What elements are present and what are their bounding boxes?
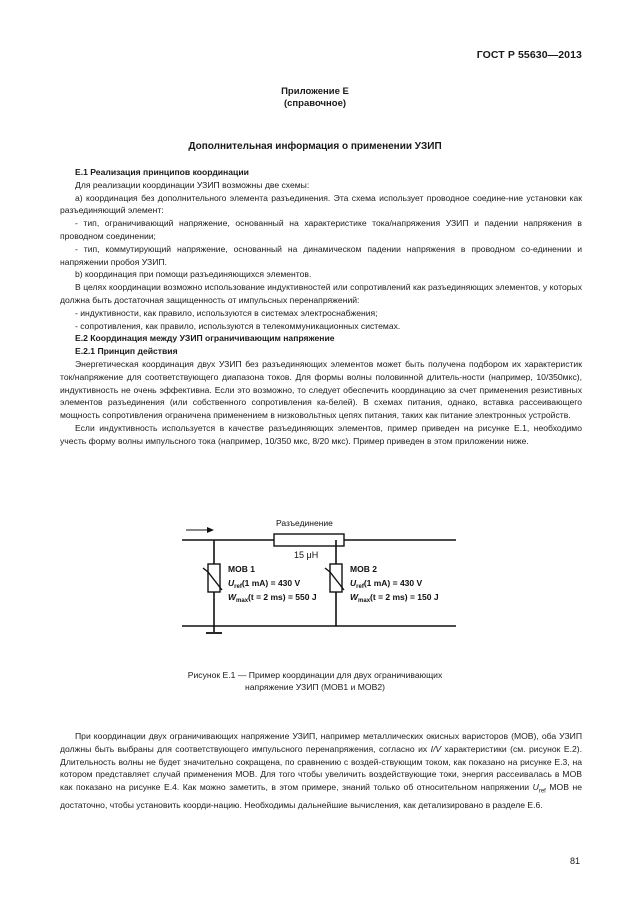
mov1-wmax: $W_{max}(t = 2$ ms) = 550 J bbox=[228, 592, 317, 604]
decoupling-label: Разъединение bbox=[276, 518, 333, 528]
mov2-uref: $U_{ref}(1$ mA) = 430 V bbox=[350, 578, 423, 590]
section-e21-paragraph-2: Если индуктивность используется в качестве разъединяющих элементов, пример приведен на рисунке Е.1, необходимо учесть форму волны импульсного тока (например, 10/350 мкс, 8/20 мкс). Пример приведен в этом приложении ниже. bbox=[60, 422, 582, 446]
bottom-text bbox=[60, 730, 582, 812]
coordination-paragraph: При координации двух ограничивающих напряжение УЗИП, например металлических окисных варисторов (МОВ), оба УЗИП должны быть выбраны для соответствующего импульсного перенапряжения, согласно их I/V характеристики (см. рисунок Е.2). Длительность волны не будет значительно сокращена, по сравнению с воздей-ствующим током, как показано на рисунке Е.3, на котором представляет случай применения МОВ. Для того чтобы увеличить воздействующие токи, энергия рассеивалась в МОВ как показано на рисунке Е.4. Как можно заметить, в этом примере, знаний только об относительном напряжении $U_{ref}$ МОВ не достаточно, чтобы установить коорди-нацию. Необходимы дальнейшие вычисления, как детализировано в разделе Е.6. bbox=[60, 731, 582, 810]
section-e2-heading: Е.2 Координация между УЗИП ограничивающим напряжение bbox=[75, 333, 335, 344]
section-e1-b1: - индуктивности, как правило, используются в системах электроснабжения; bbox=[75, 307, 378, 318]
mov1-body bbox=[208, 564, 220, 592]
document-title: Дополнительная информация о применении УЗИП bbox=[188, 141, 442, 152]
appendix-subtitle: (справочное) bbox=[283, 98, 347, 109]
standard-number: ГОСТ Р 55630—2013 bbox=[476, 49, 582, 61]
page-number: 81 bbox=[569, 856, 580, 866]
section-e1-b: b) координация при помощи разъединяющихся элементов. bbox=[75, 269, 312, 280]
figure-caption bbox=[0, 669, 630, 694]
circuit-diagram bbox=[170, 508, 470, 648]
section-e1-heading: Е.1 Реализация принципов координации bbox=[75, 167, 249, 177]
figure-caption-line-1: Рисунок Е.1 — Пример координации для двух ограничивающих bbox=[187, 670, 443, 680]
section-e1-intro: Для реализации координации УЗИП возможны две схемы: bbox=[75, 179, 310, 190]
mov1-uref: $U_{ref}(1$ mA) = 430 V bbox=[228, 578, 301, 590]
mov2-wmax: $W_{max}(t = 2$ ms) = 150 J bbox=[350, 592, 439, 604]
section-e21-paragraph-1: Энергетическая координация двух УЗИП без разъединяющих элементов может быть получена подбором их характеристик ток/напряжение для соответствующего диапазона токов. Для формы волны половинной длитель-ности (например, 10/350мкс), индуктивность не очень эффективна. Если это возможно, то следует обеспечить координацию за счет применения резистивных элементов разъединения (или собственного сопротивления ка-белей). В схемах питания, однако, вставка рассеивающего мощность сопротивления ограничена применением в низковольтных цепях питания, таких как питание электронных устройств. bbox=[60, 358, 582, 421]
appendix-title: Приложение Е bbox=[281, 86, 349, 97]
mov1-name: MOB 1 bbox=[228, 564, 255, 574]
section-e21-heading: Е.2.1 Принцип действия bbox=[75, 346, 178, 357]
section-e1-a1: - тип, ограничивающий напряжение, основанный на характеристике тока/напряжения УЗИП и падении напряжения в проводном соединении; bbox=[60, 218, 582, 241]
inductor-element bbox=[274, 534, 344, 546]
mov2-name: MOB 2 bbox=[350, 564, 377, 574]
section-e1-a2: - тип, коммутирующий напряжение, основанный на динамическом падении напряжения в проводном со-единении и напряжении пробоя УЗИП. bbox=[60, 243, 582, 267]
section-e1-b-text: В целях координации возможно использование индуктивностей или сопротивлений как разъединяющих элементов, у которых должна быть достаточная защищенность от импульсных перенапряжений: bbox=[60, 282, 582, 305]
mov2-body bbox=[330, 564, 342, 592]
figure-caption-line-2: напряжение УЗИП (МОВ1 и МОВ2) bbox=[245, 682, 385, 693]
section-e1-a: а) координация без дополнительного элемента разъединения. Эта схема использует проводное соедине-ние установки как разъединяющий элемент: bbox=[60, 192, 582, 216]
inductance-label: 15 μH bbox=[294, 550, 319, 560]
section-e1-b2: - сопротивления, как правило, используются в телекоммуникационных системах. bbox=[75, 320, 401, 331]
main-text bbox=[60, 166, 582, 448]
